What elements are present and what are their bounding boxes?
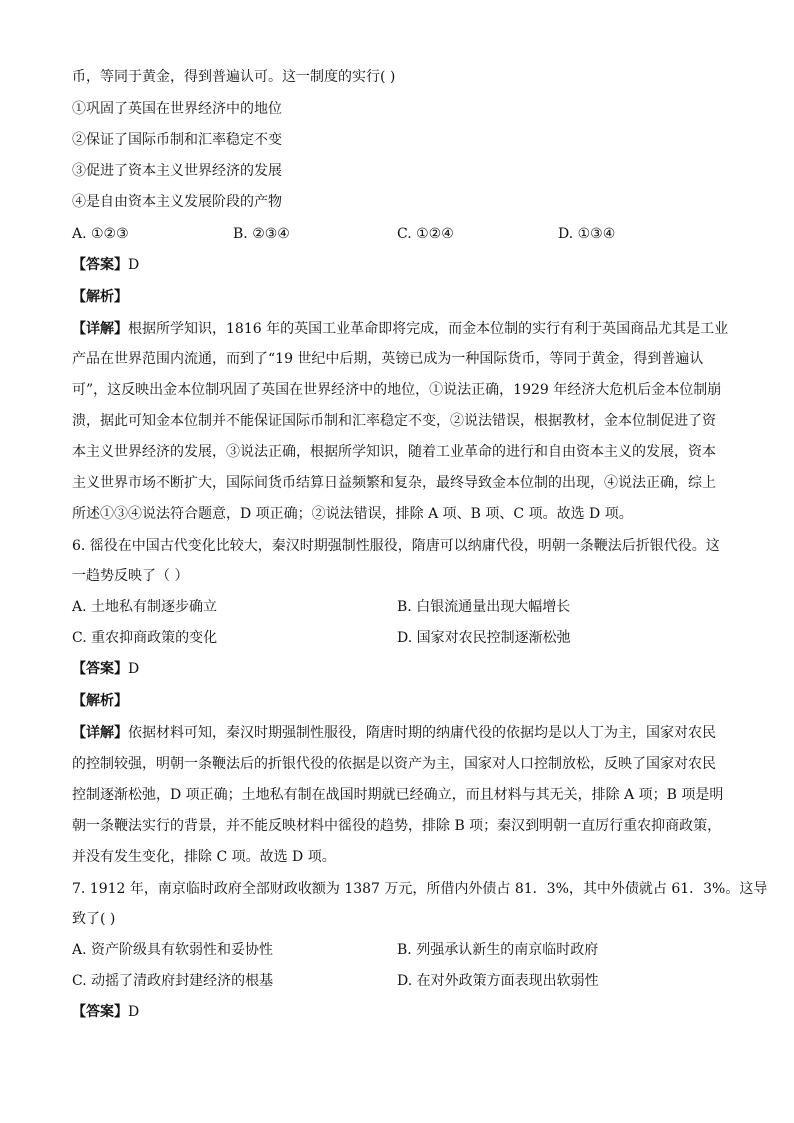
q5-detail-4: 溃，据此可知金本位制并不能保证国际币制和汇率稳定不变，②说法错误，根据教材，金本位制促进了资	[72, 413, 716, 429]
q5-option-a: A. ①②③	[72, 226, 129, 242]
q5-analysis-tag: 【解析】	[72, 289, 128, 305]
detail-text: 依据材料可知，秦汉时期强制性服役，隋唐时期的纳庸代役的依据均是以人丁为主，国家对农民	[128, 725, 716, 741]
q5-detail-2: 产品在世界范围内流通，而到了“19 世纪中后期，英镑已成为一种国际货币，等同于黄金，得到普遍认	[72, 351, 704, 367]
answer-tag: 【答案】	[72, 1004, 128, 1020]
detail-tag: 【详解】	[72, 321, 128, 337]
q6-stem-1: 6. 徭役在中国古代变化比较大，秦汉时期强制性服役，隋唐可以纳庸代役，明朝一条鞭法后折银代役。这	[72, 538, 720, 554]
q6-detail-4: 朝一条鞭法实行的背景，并不能反映材料中徭役的趋势，排除 B 项；秦汉到明朝一直厉行重农抑商政策，	[72, 818, 722, 834]
q6-detail-1	[72, 724, 732, 742]
answer-tag: 【答案】	[72, 661, 128, 677]
q6-stem-2: 一趋势反映了（ ）	[72, 568, 189, 584]
detail-tag: 【详解】	[72, 725, 128, 741]
q6-detail-2: 的控制较强，明朝一条鞭法后的折银代役的依据是以资产为主，国家对人口控制放松，反映了国家对农民	[72, 756, 716, 772]
answer-value: D	[128, 1004, 140, 1020]
q5-detail-5: 本主义世界经济的发展，③说法正确，根据所学知识，随着工业革命的进行和自由资本主义的发展，资本	[72, 444, 716, 460]
q6-option-b: B. 白银流通量出现大幅增长	[397, 599, 571, 615]
q7-option-d: D. 在对外政策方面表现出软弱性	[397, 973, 599, 989]
q6-detail-3: 控制逐渐松弛，D 项正确；土地私有制在战国时期就已经确立，而且材料与其无关，排除 A 项；B 项是明	[72, 787, 724, 803]
answer-value: D	[128, 257, 140, 273]
q7-answer	[72, 1003, 732, 1021]
q5-item-4: ④是自由资本主义发展阶段的产物	[72, 194, 282, 210]
q7-option-a: A. 资产阶级具有软弱性和妥协性	[72, 942, 274, 958]
q6-analysis-tag: 【解析】	[72, 693, 128, 709]
q6-option-a: A. 土地私有制逐步确立	[72, 599, 218, 615]
q5-item-1: ①巩固了英国在世界经济中的地位	[72, 101, 282, 117]
q5-option-c: C. ①②④	[397, 226, 454, 242]
q5-item-2: ②保证了国际币制和汇率稳定不变	[72, 132, 282, 148]
q5-answer	[72, 256, 732, 274]
q5-item-3: ③促进了资本主义世界经济的发展	[72, 163, 282, 179]
q6-answer	[72, 660, 732, 678]
q5-option-d: D. ①③④	[558, 226, 616, 242]
q5-detail-1	[72, 320, 732, 338]
q5-detail-3: 可”，这反映出金本位制巩固了英国在世界经济中的地位，①说法正确，1929 年经济大危机后金本位制崩	[72, 382, 722, 398]
q5-detail-6: 主义世界市场不断扩大，国际间货币结算日益频繁和复杂，最终导致金本位制的出现，④说法正确，综上	[72, 475, 716, 491]
q6-detail-5: 并没有发生变化，排除 C 项。故选 D 项。	[72, 849, 336, 865]
q5-detail-7: 所述①③④说法符合题意，D 项正确；②说法错误，排除 A 项、B 项、C 项。故选 D 项。	[72, 506, 633, 522]
q5-stem: 币，等同于黄金，得到普遍认可。这一制度的实行( )	[72, 69, 396, 85]
q6-option-c: C. 重农抑商政策的变化	[72, 630, 218, 646]
answer-tag: 【答案】	[72, 257, 128, 273]
q7-stem-2: 致了( )	[72, 911, 116, 927]
q7-stem-1: 7. 1912 年，南京临时政府全部财政收额为 1387 万元，所借内外债占 81．3%，其中外债就占 61．3%。这导	[72, 881, 768, 897]
q7-option-c: C. 动摇了清政府封建经济的根基	[72, 973, 274, 989]
answer-value: D	[128, 661, 140, 677]
q7-option-b: B. 列强承认新生的南京临时政府	[397, 942, 599, 958]
q5-option-b: B. ②③④	[233, 226, 290, 242]
detail-text: 根据所学知识，1816 年的英国工业革命即将完成，而金本位制的实行有利于英国商品尤其是工业	[128, 321, 729, 337]
q6-option-d: D. 国家对农民控制逐渐松弛	[397, 630, 571, 646]
